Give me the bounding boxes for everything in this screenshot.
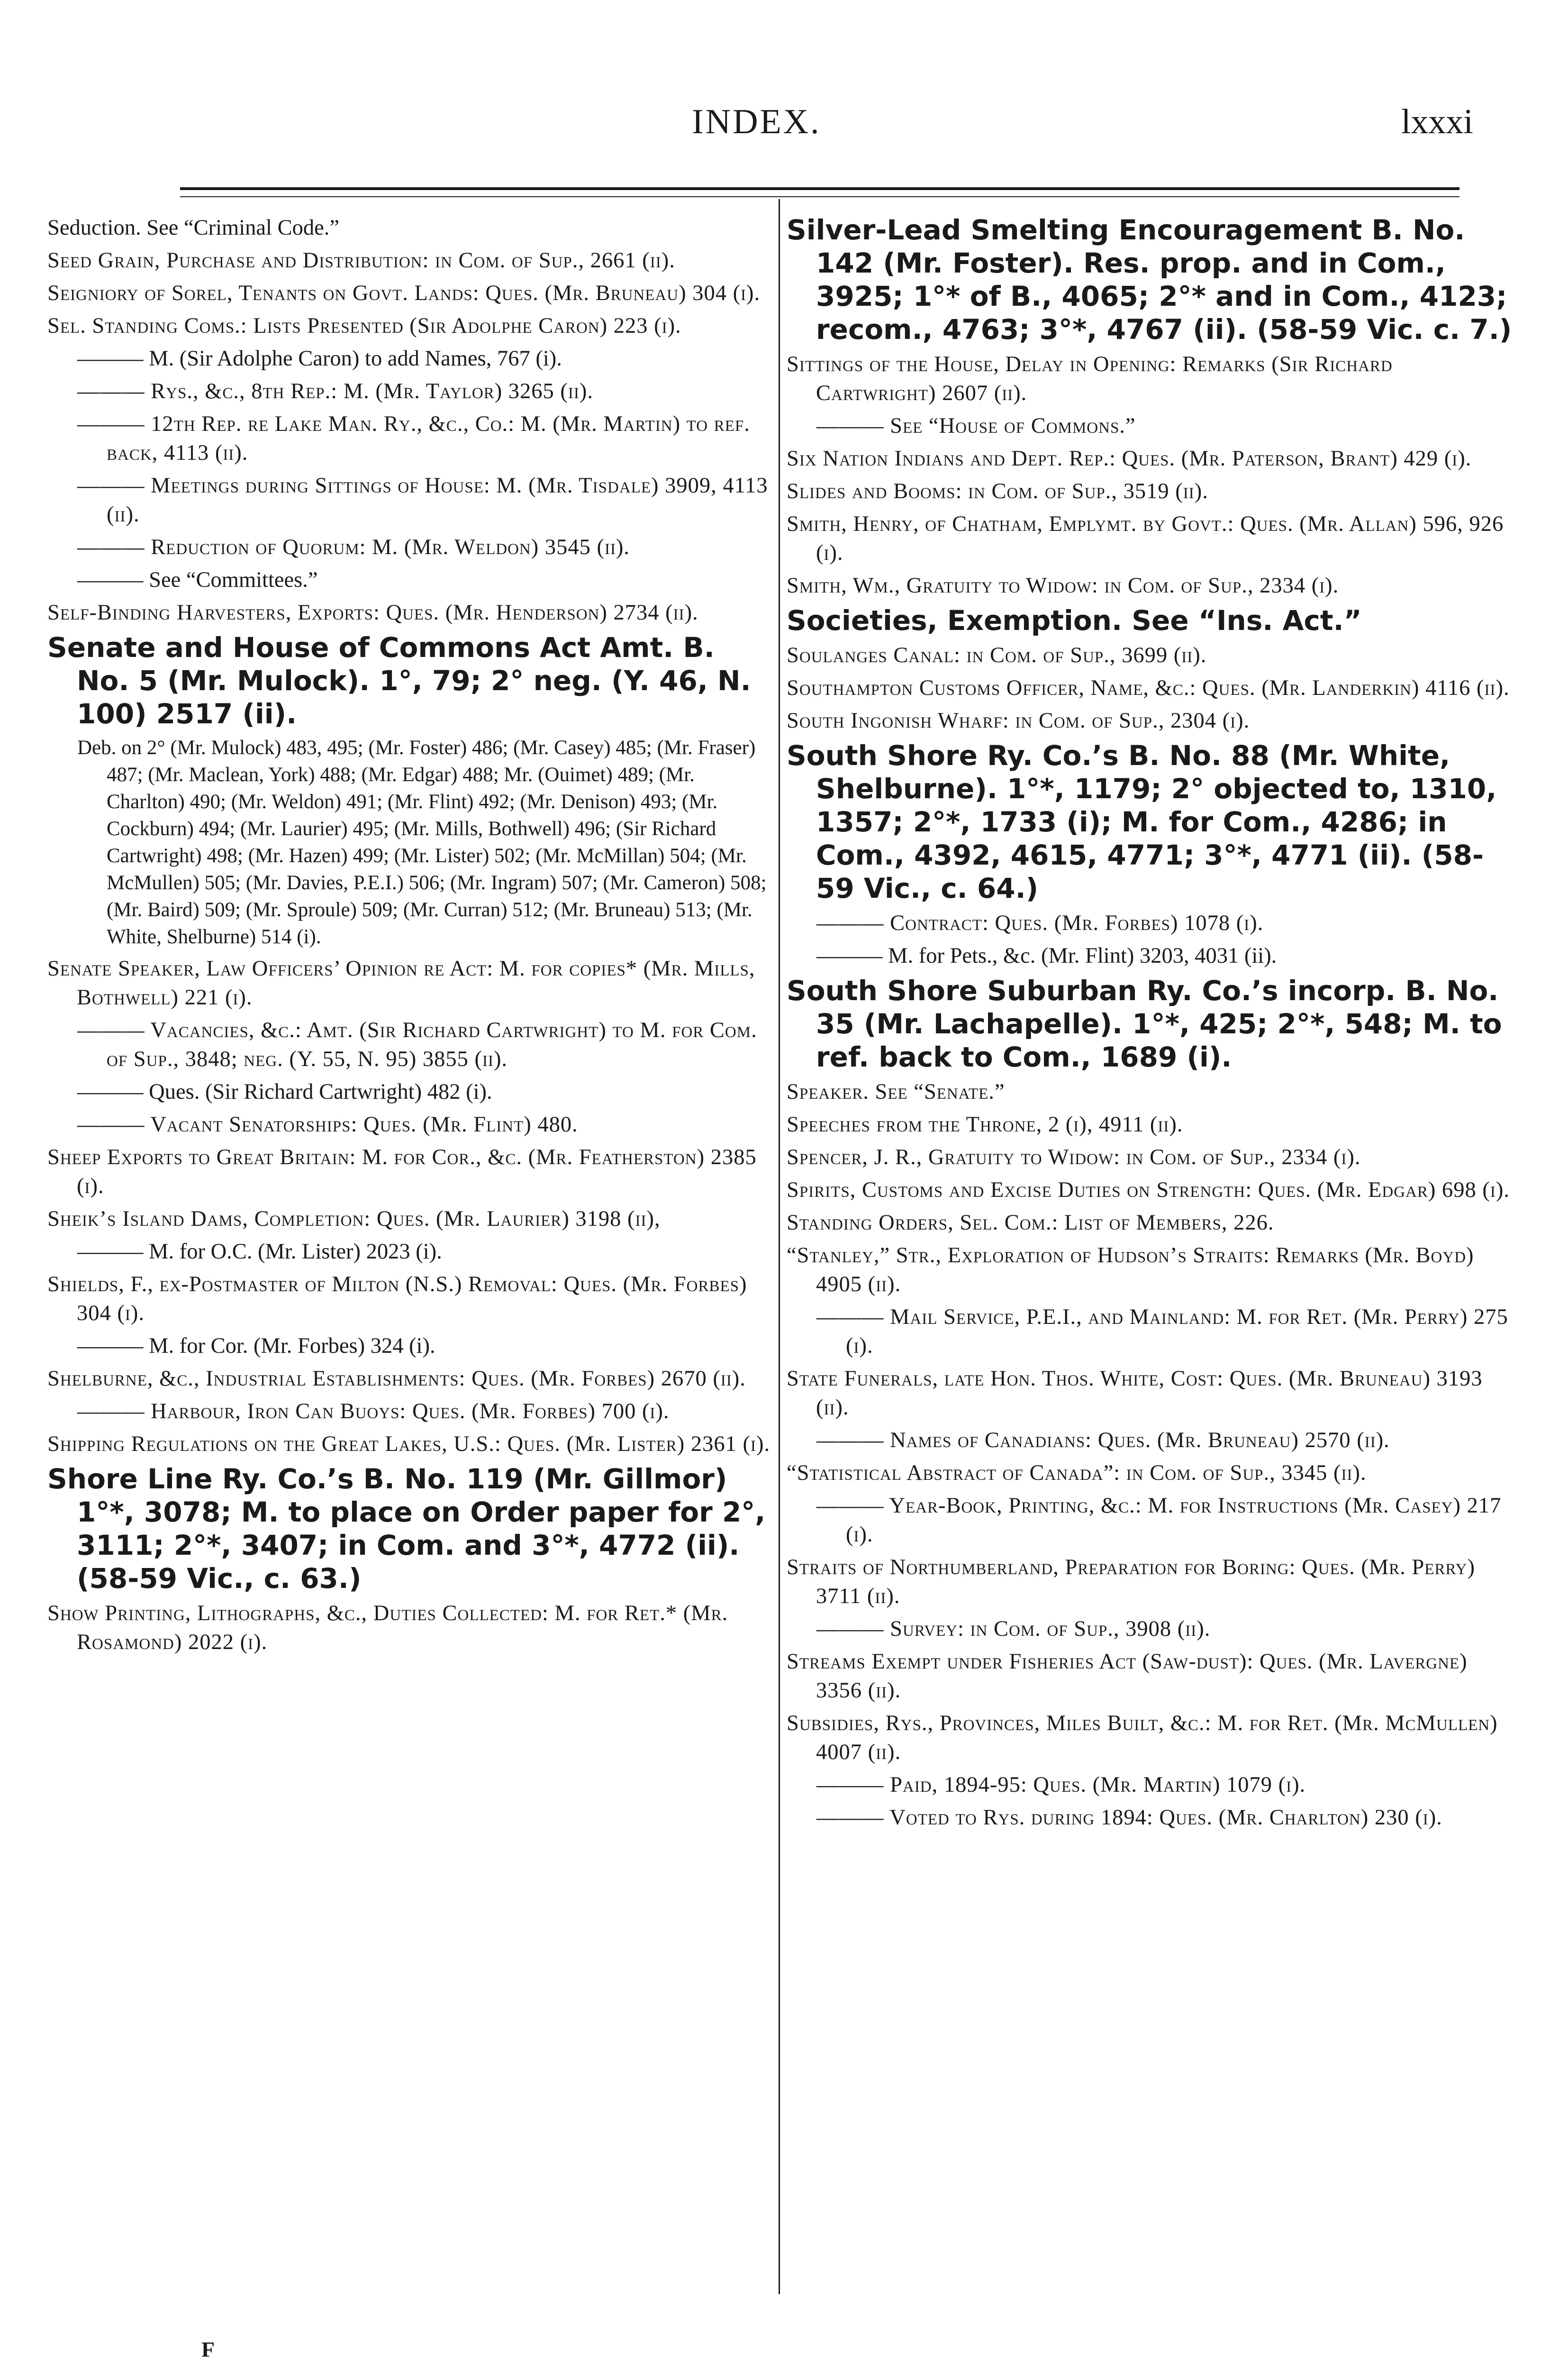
index-entry: Senate and House of Commons Act Amt. B. No. 5 (Mr. Mulock). 1°, 79; 2° neg. (Y. 46, N. 100) 2517 (ii). <box>47 631 751 730</box>
index-entry: Standing Orders, Sel. Com.: List of Members, 226. <box>787 1211 1274 1235</box>
header-rule <box>180 187 1459 190</box>
index-entry: Seduction. See “Criminal Code.” <box>47 216 339 240</box>
index-entry: Six Nation Indians and Dept. Rep.: Ques. (Mr. Paterson, Brant) 429 (i). <box>787 447 1472 471</box>
index-entry: Shipping Regulations on the Great Lakes, U.S.: Ques. (Mr. Lister) 2361 (i). <box>47 1432 770 1456</box>
index-entry: Speaker. See “Senate.” <box>787 1080 1005 1104</box>
index-entry: Shore Line Ry. Co.’s B. No. 119 (Mr. Gillmor) 1°*, 3078; M. to place on Order paper for 2°, 3111; 2°*, 3407; in Com. and 3°*, 4772 (ii). (58-59 Vic., c. 63.) <box>47 1463 766 1595</box>
index-entry: Shields, F., ex-Postmaster of Milton (N.S.) Removal: Ques. (Mr. Forbes) 304 (i). <box>47 1272 747 1325</box>
index-entry: ——— Year-Book, Printing, &c.: M. for Instructions (Mr. Casey) 217 (i). <box>816 1494 1502 1547</box>
index-entry: Subsidies, Rys., Provinces, Miles Built, &c.: M. for Ret. (Mr. McMullen) 4007 (ii). <box>787 1711 1498 1764</box>
index-entry: ——— Meetings during Sittings of House: M. (Mr. Tisdale) 3909, 4113 (ii). <box>77 474 768 527</box>
index-entry: ——— M. for Cor. (Mr. Forbes) 324 (i). <box>77 1334 435 1358</box>
page-number: lxxxi <box>1401 102 1473 141</box>
index-entry: ——— See “Committees.” <box>77 568 318 592</box>
index-entry: Sheik’s Island Dams, Completion: Ques. (Mr. Laurier) 3198 (ii), <box>47 1207 661 1231</box>
index-entry: ——— Vacancies, &c.: Amt. (Sir Richard Cartwright) to M. for Com. of Sup., 3848; neg. (Y. 55, N. 95) 3855 (ii). <box>77 1018 757 1071</box>
index-entry: Smith, Henry, of Chatham, Emplymt. by Govt.: Ques. (Mr. Allan) 596, 926 (i). <box>787 512 1504 565</box>
index-entry: South Shore Ry. Co.’s B. No. 88 (Mr. White, Shelburne). 1°*, 1179; 2° objected to, 1310, 1357; 2°*, 1733 (i); M. for Com., 4286; in Com., 4392, 4615, 4771; 3°*, 4771 (ii). (58-59 Vic., c. 64.) <box>787 739 1497 904</box>
index-entry: Sittings of the House, Delay in Opening: Remarks (Sir Richard Cartwright) 2607 (ii). <box>787 352 1393 405</box>
index-entry: Speeches from the Throne, 2 (i), 4911 (ii). <box>787 1112 1183 1137</box>
index-entry: “Statistical Abstract of Canada”: in Com. of Sup., 3345 (ii). <box>787 1461 1367 1485</box>
index-entry: Senate Speaker, Law Officers’ Opinion re Act: M. for copies* (Mr. Mills, Bothwell) 221 (i). <box>47 957 755 1010</box>
index-entry: Sel. Standing Coms.: Lists Presented (Sir Adolphe Caron) 223 (i). <box>47 314 681 338</box>
index-entry: ——— Ques. (Sir Richard Cartwright) 482 (i). <box>77 1080 492 1104</box>
index-entry: South Shore Suburban Ry. Co.’s incorp. B. No. 35 (Mr. Lachapelle). 1°*, 425; 2°*, 548; M. to ref. back to Com., 1689 (i). <box>787 975 1502 1073</box>
signature-mark: F <box>201 2337 215 2361</box>
right-column <box>787 213 1516 1836</box>
page-title: INDEX. <box>692 102 821 141</box>
page-header <box>0 102 1568 154</box>
index-entry: Show Printing, Lithographs, &c., Duties Collected: M. for Ret.* (Mr. Rosamond) 2022 (i). <box>47 1601 728 1654</box>
index-entry: Spirits, Customs and Excise Duties on Strength: Ques. (Mr. Edgar) 698 (i). <box>787 1178 1510 1202</box>
index-entry: Sheep Exports to Great Britain: M. for Cor., &c. (Mr. Featherston) 2385 (i). <box>47 1145 757 1198</box>
index-entry: Spencer, J. R., Gratuity to Widow: in Com. of Sup., 2334 (i). <box>787 1145 1361 1169</box>
index-entry: ——— Voted to Rys. during 1894: Ques. (Mr. Charlton) 230 (i). <box>816 1805 1442 1830</box>
index-entry: ——— Rys., &c., 8th Rep.: M. (Mr. Taylor) 3265 (ii). <box>77 379 594 403</box>
left-column <box>47 213 772 1660</box>
index-entry: ——— Reduction of Quorum: M. (Mr. Weldon) 3545 (ii). <box>77 535 630 559</box>
index-entry: ——— M. for Pets., &c. (Mr. Flint) 3203, 4031 (ii). <box>816 944 1277 968</box>
index-entry: State Funerals, late Hon. Thos. White, Cost: Ques. (Mr. Bruneau) 3193 (ii). <box>787 1367 1483 1420</box>
index-entry: ——— See “House of Commons.” <box>816 414 1136 438</box>
index-entry: “Stanley,” Str., Exploration of Hudson’s Straits: Remarks (Mr. Boyd) 4905 (ii). <box>787 1243 1474 1296</box>
header-rule-thin <box>180 196 1459 197</box>
index-entry: ——— Harbour, Iron Can Buoys: Ques. (Mr. Forbes) 700 (i). <box>77 1399 670 1423</box>
index-entry: ——— 12th Rep. re Lake Man. Ry., &c., Co.: M. (Mr. Martin) to ref. back, 4113 (ii). <box>77 412 750 465</box>
index-entry: ——— Names of Canadians: Ques. (Mr. Bruneau) 2570 (ii). <box>816 1428 1390 1452</box>
index-entry: Societies, Exemption. See “Ins. Act.” <box>787 604 1362 637</box>
index-entry: ——— Contract: Ques. (Mr. Forbes) 1078 (i). <box>816 911 1264 935</box>
index-entry: Seigniory of Sorel, Tenants on Govt. Lands: Ques. (Mr. Bruneau) 304 (i). <box>47 281 761 305</box>
index-entry: Self-Binding Harvesters, Exports: Ques. (Mr. Henderson) 2734 (ii). <box>47 601 698 625</box>
index-entry: ——— M. for O.C. (Mr. Lister) 2023 (i). <box>77 1240 442 1264</box>
column-divider <box>779 199 780 2294</box>
index-entry: ——— M. (Sir Adolphe Caron) to add Names, 767 (i). <box>77 346 562 371</box>
index-entry: ——— Vacant Senatorships: Ques. (Mr. Flint) 480. <box>77 1112 578 1137</box>
index-entry: Smith, Wm., Gratuity to Widow: in Com. of Sup., 2334 (i). <box>787 574 1339 598</box>
index-entry: Straits of Northumberland, Preparation for Boring: Ques. (Mr. Perry) 3711 (ii). <box>787 1555 1475 1608</box>
index-entry: ——— Mail Service, P.E.I., and Mainland: M. for Ret. (Mr. Perry) 275 (i). <box>816 1305 1508 1358</box>
index-entry: Seed Grain, Purchase and Distribution: in Com. of Sup., 2661 (ii). <box>47 248 675 273</box>
index-entry: South Ingonish Wharf: in Com. of Sup., 2304 (i). <box>787 709 1250 733</box>
index-entry: Deb. on 2° (Mr. Mulock) 483, 495; (Mr. Foster) 486; (Mr. Casey) 485; (Mr. Fraser) 487; (Mr. Maclean, York) 488; (Mr. Edgar) 488; Mr. (Ouimet) 489; (Mr. Charlton) 490; (Mr. Weldon) 491; (Mr. Flint) 492; (Mr. Denison) 493; (Mr. Cockburn) 494; (Mr. Laurier) 495; (Mr. Mills, Bothwell) 496; (Sir Richard Cartwright) 498; (Mr. Hazen) 499; (Mr. Lister) 502; (Mr. McMillan) 504; (Mr. McMullen) 505; (Mr. Davies, P.E.I.) 506; (Mr. Ingram) 507; (Mr. Cameron) 508; (Mr. Baird) 509; (Mr. Sproule) 509; (Mr. Curran) 512; (Mr. Bruneau) 513; (Mr. White, Shelburne) 514 (i). <box>77 737 767 948</box>
index-entry: Shelburne, &c., Industrial Establishments: Ques. (Mr. Forbes) 2670 (ii). <box>47 1367 746 1391</box>
index-entry: Slides and Booms: in Com. of Sup., 3519 (ii). <box>787 479 1208 503</box>
index-entry: Southampton Customs Officer, Name, &c.: Ques. (Mr. Landerkin) 4116 (ii). <box>787 676 1510 700</box>
index-entry: ——— Paid, 1894-95: Ques. (Mr. Martin) 1079 (i). <box>816 1773 1306 1797</box>
index-entry: ——— Survey: in Com. of Sup., 3908 (ii). <box>816 1617 1211 1641</box>
index-entry: Silver-Lead Smelting Encouragement B. No. 142 (Mr. Foster). Res. prop. and in Com., 3925; 1°* of B., 4065; 2°* and in Com., 4123; recom., 4763; 3°*, 4767 (ii). (58-59 Vic. c. 7.) <box>787 214 1512 346</box>
index-entry: Soulanges Canal: in Com. of Sup., 3699 (ii). <box>787 643 1207 667</box>
index-entry: Streams Exempt under Fisheries Act (Saw-dust): Ques. (Mr. Lavergne) 3356 (ii). <box>787 1650 1468 1703</box>
